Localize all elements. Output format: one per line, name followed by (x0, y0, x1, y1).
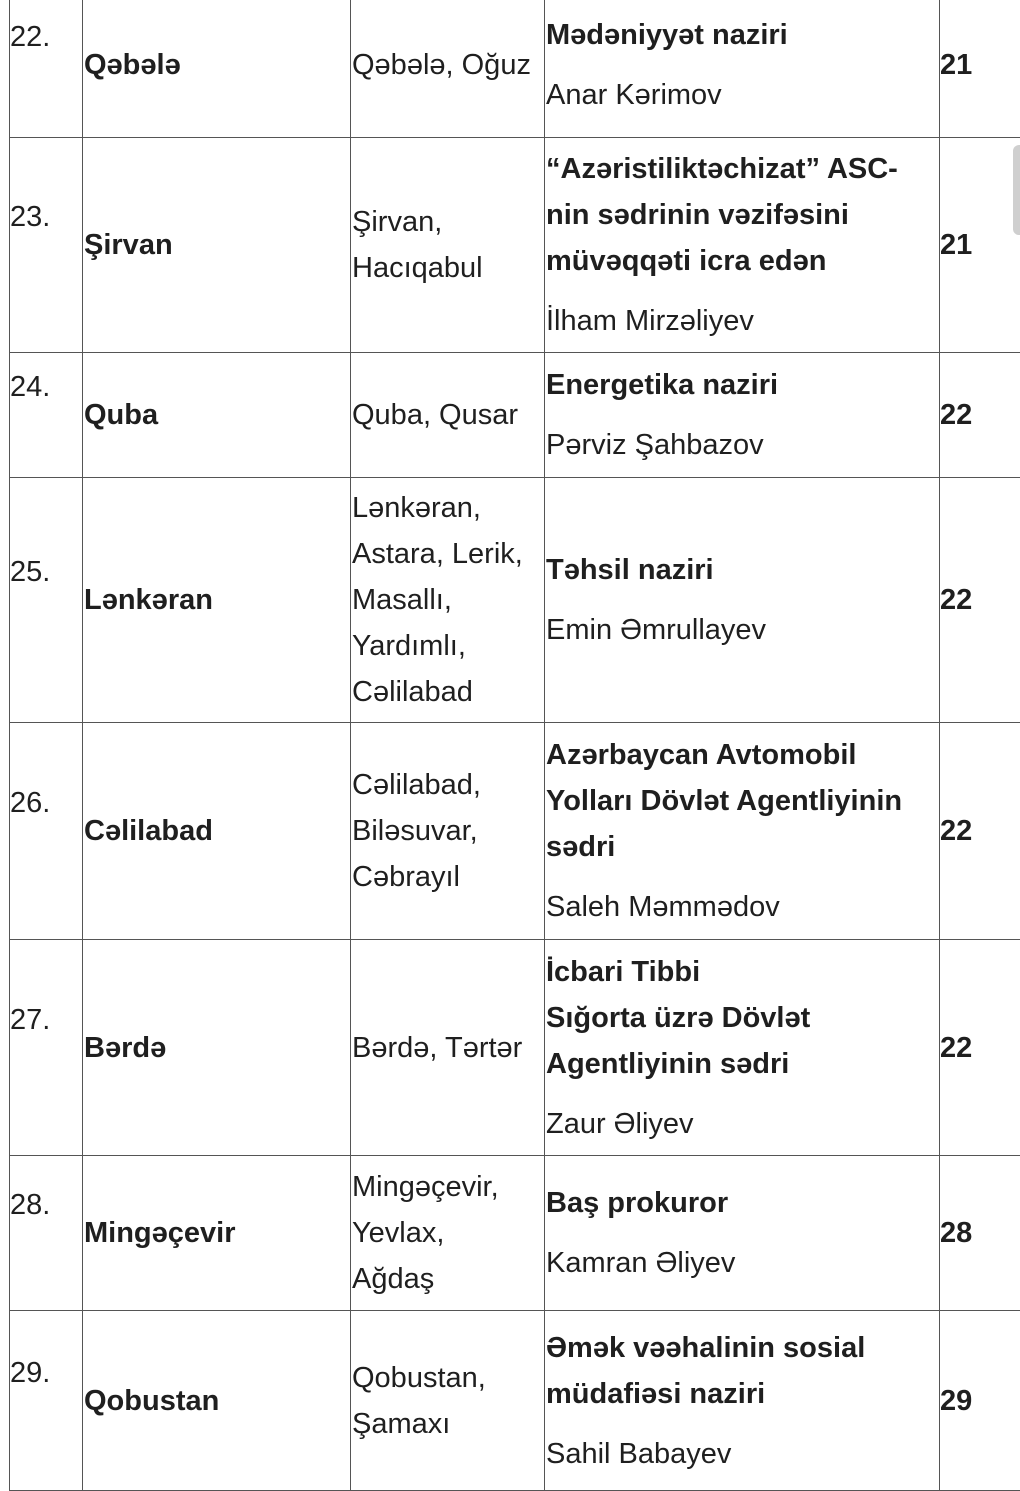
constituency-name: Cəlilabad (83, 723, 351, 940)
districts-cell (351, 138, 545, 353)
constituency-name: Lənkəran (83, 478, 351, 723)
official-person: Saleh Məmmədov (546, 884, 939, 930)
official-position: Əmək vəəhalinin sosial (546, 1325, 939, 1371)
table-row (10, 0, 1020, 138)
district-line: Biləsuvar, (352, 808, 544, 854)
table-row (10, 478, 1020, 723)
count-cell: 21 (940, 138, 1020, 353)
official-cell (545, 478, 940, 723)
row-number-text: 22. (10, 14, 82, 60)
official-position: İcbari Tibbi (546, 949, 939, 995)
row-number (10, 478, 83, 723)
row-number-text: 28. (10, 1182, 82, 1228)
officials-table (9, 0, 1020, 1491)
district-line: Şamaxı (352, 1401, 544, 1447)
district-line: Qəbələ, Oğuz (352, 42, 544, 88)
official-person: Emin Əmrullayev (546, 607, 939, 653)
official-person: Zaur Əliyev (546, 1101, 939, 1147)
official-cell (545, 723, 940, 940)
official-cell (545, 138, 940, 353)
official-cell (545, 353, 940, 478)
table-row (10, 1311, 1020, 1491)
table-row (10, 723, 1020, 940)
districts-cell (351, 723, 545, 940)
row-number (10, 1156, 83, 1311)
districts-cell (351, 1156, 545, 1311)
official-person: Anar Kərimov (546, 72, 939, 118)
district-line: Yardımlı, (352, 623, 544, 669)
count-cell: 22 (940, 478, 1020, 723)
official-position: Təhsil naziri (546, 547, 939, 593)
district-line: Astara, Lerik, (352, 531, 544, 577)
official-cell (545, 1311, 940, 1491)
row-number-text: 29. (10, 1350, 82, 1396)
district-line: Lənkəran, (352, 485, 544, 531)
official-person: Kamran Əliyev (546, 1240, 939, 1286)
row-number (10, 0, 83, 138)
districts-cell (351, 478, 545, 723)
district-line: Cəlilabad, (352, 762, 544, 808)
count-cell: 29 (940, 1311, 1020, 1491)
official-position: Agentliyinin sədri (546, 1041, 939, 1087)
row-number (10, 723, 83, 940)
table-row (10, 353, 1020, 478)
constituency-name: Quba (83, 353, 351, 478)
district-line: Qobustan, (352, 1355, 544, 1401)
districts-cell (351, 1311, 545, 1491)
official-cell (545, 0, 940, 138)
scrollbar-handle[interactable] (1013, 145, 1020, 235)
count-cell: 21 (940, 0, 1020, 138)
official-position: müvəqqəti icra edən (546, 238, 939, 284)
count-cell: 28 (940, 1156, 1020, 1311)
district-line: Bərdə, Tərtər (352, 1025, 544, 1071)
row-number-text: 27. (10, 997, 82, 1043)
district-line: Cəbrayıl (352, 854, 544, 900)
district-line: Quba, Qusar (352, 392, 544, 438)
district-line: Cəlilabad (352, 669, 544, 715)
row-number (10, 353, 83, 478)
count-cell: 22 (940, 353, 1020, 478)
official-position: nin sədrinin vəzifəsini (546, 192, 939, 238)
official-cell (545, 940, 940, 1156)
row-number-text: 25. (10, 549, 82, 595)
district-line: Masallı, (352, 577, 544, 623)
row-number-text: 26. (10, 780, 82, 826)
official-position: Azərbaycan Avtomobil (546, 732, 939, 778)
count-cell: 22 (940, 940, 1020, 1156)
table-row (10, 1156, 1020, 1311)
official-person: Pərviz Şahbazov (546, 422, 939, 468)
official-position: Energetika naziri (546, 362, 939, 408)
district-line: Hacıqabul (352, 245, 544, 291)
constituency-name: Bərdə (83, 940, 351, 1156)
row-number (10, 138, 83, 353)
official-position: Sığorta üzrə Dövlət (546, 995, 939, 1041)
constituency-name: Mingəçevir (83, 1156, 351, 1311)
district-line: Ağdaş (352, 1256, 544, 1302)
official-person: İlham Mirzəliyev (546, 298, 939, 344)
official-position: müdafiəsi naziri (546, 1371, 939, 1417)
row-number-text: 24. (10, 364, 82, 410)
row-number (10, 940, 83, 1156)
constituency-name: Qəbələ (83, 0, 351, 138)
district-line: Şirvan, (352, 199, 544, 245)
district-line: Mingəçevir, (352, 1164, 544, 1210)
districts-cell (351, 940, 545, 1156)
districts-cell (351, 0, 545, 138)
official-person: Sahil Babayev (546, 1431, 939, 1477)
district-line: Yevlax, (352, 1210, 544, 1256)
count-cell: 22 (940, 723, 1020, 940)
official-position: “Azəristiliktəchizat” ASC- (546, 146, 939, 192)
constituency-name: Qobustan (83, 1311, 351, 1491)
official-position: Mədəniyyət naziri (546, 12, 939, 58)
constituency-name: Şirvan (83, 138, 351, 353)
row-number-text: 23. (10, 194, 82, 240)
official-position: Yolları Dövlət Agentliyinin (546, 778, 939, 824)
districts-cell (351, 353, 545, 478)
official-position: sədri (546, 824, 939, 870)
table-body (10, 0, 1020, 1491)
official-cell (545, 1156, 940, 1311)
official-position: Baş prokuror (546, 1180, 939, 1226)
row-number (10, 1311, 83, 1491)
table-row (10, 138, 1020, 353)
table-row (10, 940, 1020, 1156)
